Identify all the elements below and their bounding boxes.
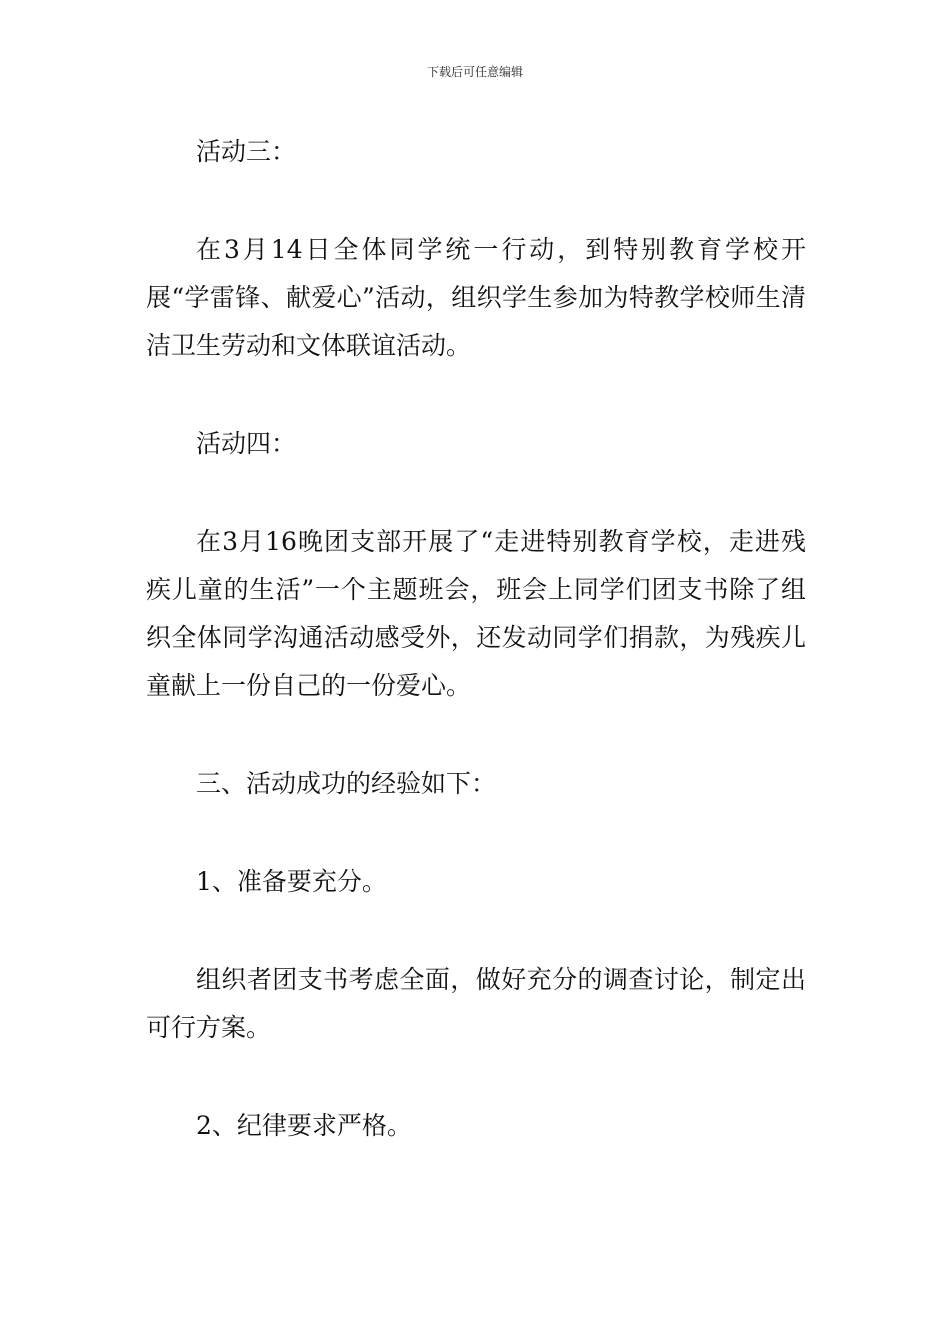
page-header: 下载后可任意编辑	[426, 65, 523, 79]
paragraph-activity-3-body: 在3月14日全体同学统一行动，到特别教育学校开展“学雷锋、献爱心”活动，组织学生参加为特教学校师生清洁卫生劳动和文体联谊活动。	[146, 235, 806, 360]
paragraph-activity-4-body: 在3月16晚团支部开展了“走进特别教育学校，走进残疾儿童的生活”一个主题班会，班会上同学们团支书除了组织全体同学沟通活动感受外，还发动同学们捐款，为残疾儿童献上一份自己的一份爱心。	[146, 527, 806, 700]
paragraph-point-1-heading: 1、准备要充分。	[196, 867, 387, 896]
paragraph-point-1-body: 组织者团支书考虑全面，做好充分的调查讨论，制定出可行方案。	[146, 965, 806, 1042]
paragraph-point-2-heading: 2、纪律要求严格。	[196, 1111, 412, 1140]
paragraph-activity-4-heading: 活动四：	[196, 429, 297, 458]
document-body	[146, 128, 806, 1200]
paragraph-section-3-heading: 三、活动成功的经验如下：	[196, 769, 497, 798]
paragraph-activity-3-heading: 活动三：	[196, 137, 297, 166]
